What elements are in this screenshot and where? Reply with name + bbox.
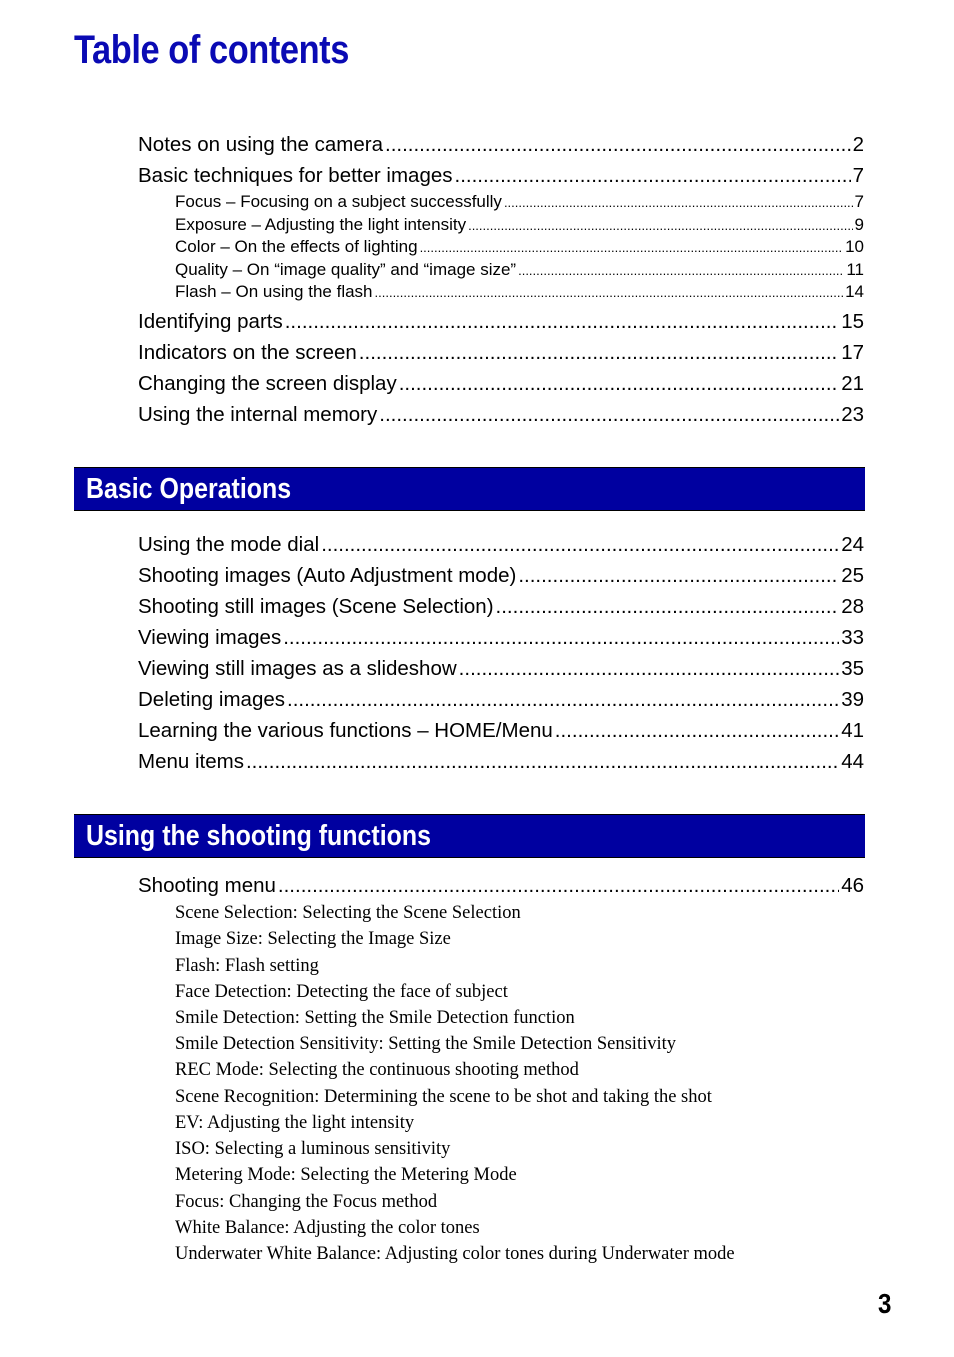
toc-entry[interactable] (138, 564, 864, 588)
leader-dots (385, 133, 851, 157)
toc-entry-label: Learning the various functions – HOME/Menu (138, 719, 553, 742)
toc-subentry-label: Color – On the effects of lighting (175, 237, 418, 256)
toc-entry-page: 17 (841, 341, 864, 364)
toc-entry-label: Basic techniques for better images (138, 164, 453, 187)
leader-dots (321, 533, 839, 557)
toc-subentry-label: Quality – On “image quality” and “image size” (175, 260, 517, 279)
toc-entry[interactable] (138, 626, 864, 650)
toc-entry-page: 2 (852, 133, 864, 156)
menu-item-description[interactable]: Image Size: Selecting the Image Size (175, 929, 451, 949)
toc-entry-label: Viewing still images as a slideshow (138, 657, 457, 680)
menu-item-description[interactable]: Metering Mode: Selecting the Metering Mode (175, 1165, 517, 1185)
toc-entry-page: 28 (841, 595, 864, 618)
leader-dots (287, 688, 839, 712)
leader-dots (359, 341, 839, 365)
section-heading-basic-operations (74, 467, 865, 511)
toc-entry[interactable] (138, 133, 864, 157)
toc-entry[interactable] (138, 688, 864, 712)
toc-entry-page: 25 (841, 564, 864, 587)
leader-dots (399, 372, 839, 396)
toc-entry-page: 23 (841, 403, 864, 426)
toc-subentry-label: Focus – Focusing on a subject successfully (175, 192, 502, 211)
leader-dots (379, 403, 839, 427)
leader-dots (504, 193, 853, 213)
menu-item-description[interactable]: Flash: Flash setting (175, 956, 319, 976)
leader-dots (455, 164, 851, 188)
toc-subentry-page: 9 (854, 215, 864, 234)
toc-entry[interactable] (138, 874, 864, 898)
leader-dots (468, 216, 852, 236)
toc-subentry-page: 7 (854, 192, 864, 211)
toc-entry[interactable] (138, 310, 864, 334)
toc-entry-page: 39 (841, 688, 864, 711)
toc-subentry[interactable] (175, 282, 864, 303)
toc-subentry[interactable] (175, 215, 864, 236)
section-heading-label: Basic Operations (86, 473, 292, 505)
toc-subentry-page: 14 (845, 282, 864, 301)
toc-entry-page: 33 (841, 626, 864, 649)
toc-subentry[interactable] (175, 237, 864, 258)
section-heading-label: Using the shooting functions (86, 820, 431, 852)
menu-item-description[interactable]: EV: Adjusting the light intensity (175, 1113, 415, 1133)
menu-item-description[interactable]: Underwater White Balance: Adjusting color tones during Underwater mode (175, 1244, 735, 1264)
menu-item-description[interactable]: Scene Selection: Selecting the Scene Selection (175, 903, 521, 923)
leader-dots (459, 657, 840, 681)
leader-dots (518, 261, 844, 281)
toc-entry-label: Menu items (138, 750, 244, 773)
leader-dots (420, 238, 844, 258)
toc-entry-page: 15 (841, 310, 864, 333)
leader-dots (285, 310, 839, 334)
toc-entry-label: Identifying parts (138, 310, 283, 333)
toc-entry-page: 7 (852, 164, 864, 187)
toc-entry[interactable] (138, 164, 864, 188)
section-heading-shooting-functions (74, 814, 865, 858)
toc-subentry-page: 10 (845, 237, 864, 256)
toc-entry[interactable] (138, 372, 864, 396)
toc-entry-page: 24 (841, 533, 864, 556)
toc-entry-label: Changing the screen display (138, 372, 397, 395)
toc-entry-label: Shooting menu (138, 874, 276, 897)
toc-entry-page: 21 (841, 372, 864, 395)
toc-subentry[interactable] (175, 260, 864, 281)
toc-entry[interactable] (138, 595, 864, 619)
toc-entry[interactable] (138, 533, 864, 557)
leader-dots (518, 564, 839, 588)
toc-entry-page: 46 (841, 874, 864, 897)
toc-subentry-label: Exposure – Adjusting the light intensity (175, 215, 467, 234)
menu-item-description[interactable]: White Balance: Adjusting the color tones (175, 1218, 480, 1238)
menu-item-description[interactable]: ISO: Selecting a luminous sensitivity (175, 1139, 451, 1159)
toc-entry[interactable] (138, 719, 864, 743)
toc-entry[interactable] (138, 403, 864, 427)
toc-entry-label: Shooting images (Auto Adjustment mode) (138, 564, 517, 587)
toc-entry-label: Using the mode dial (138, 533, 320, 556)
toc-entry[interactable] (138, 657, 864, 681)
toc-entry[interactable] (138, 750, 864, 774)
toc-entry-page: 44 (841, 750, 864, 773)
menu-item-description[interactable]: Focus: Changing the Focus method (175, 1192, 438, 1212)
toc-entry[interactable] (138, 341, 864, 365)
menu-item-description[interactable]: Scene Recognition: Determining the scene to be shot and taking the shot (175, 1087, 712, 1107)
toc-entry-page: 35 (841, 657, 864, 680)
leader-dots (278, 874, 839, 898)
leader-dots (246, 750, 839, 774)
leader-dots (283, 626, 839, 650)
toc-entry-label: Using the internal memory (138, 403, 378, 426)
toc-subentry-label: Flash – On using the flash (175, 282, 373, 301)
toc-subentry-page: 11 (846, 260, 864, 279)
menu-item-description[interactable]: Smile Detection Sensitivity: Setting the Smile Detection Sensitivity (175, 1034, 676, 1054)
toc-entry-label: Indicators on the screen (138, 341, 357, 364)
toc-entry-label: Shooting still images (Scene Selection) (138, 595, 494, 618)
page-number: 3 (878, 1288, 892, 1319)
page-title: Table of contents (74, 28, 349, 72)
menu-item-description[interactable]: REC Mode: Selecting the continuous shooting method (175, 1060, 579, 1080)
toc-subentry[interactable] (175, 192, 864, 213)
toc-entry-label: Notes on using the camera (138, 133, 383, 156)
menu-item-description[interactable]: Smile Detection: Setting the Smile Detection function (175, 1008, 575, 1028)
toc-entry-label: Deleting images (138, 688, 285, 711)
toc-entry-label: Viewing images (138, 626, 282, 649)
leader-dots (496, 595, 840, 619)
leader-dots (375, 283, 844, 303)
toc-entry-page: 41 (841, 719, 864, 742)
menu-item-description[interactable]: Face Detection: Detecting the face of subject (175, 982, 508, 1002)
leader-dots (555, 719, 839, 743)
